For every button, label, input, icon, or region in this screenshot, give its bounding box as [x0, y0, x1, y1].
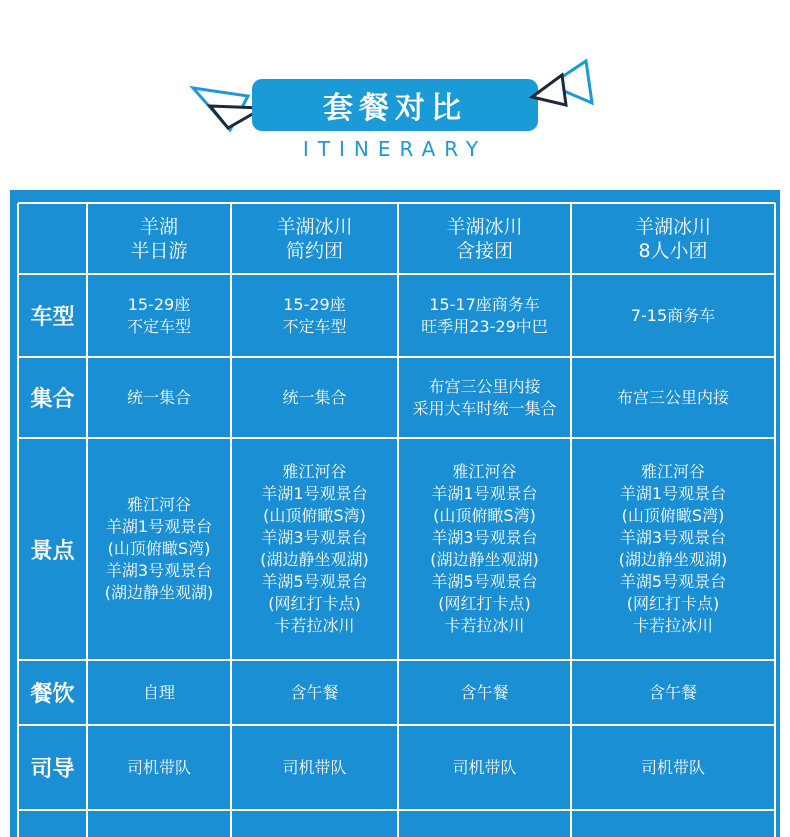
row-header [19, 726, 86, 809]
table-cell-text: 7-15商务车 [630, 305, 716, 325]
table-cell-text: 含午餐 [648, 682, 697, 702]
table-cell [88, 439, 230, 659]
column-header [88, 204, 230, 273]
table-cell-text: 雅江河谷 羊湖1号观景台 (山顶俯瞰S湾) 羊湖3号观景台 (湖边静坐观湖) 羊湖5号观景台 (网红打卡点) 卡若拉冰川 [430, 462, 539, 635]
table-cell-text: 司机带队 [282, 757, 347, 777]
table-cell-text: 自理 [142, 682, 175, 702]
table-cell-text: 含午餐 [290, 682, 339, 702]
row-header [19, 358, 86, 437]
table-cell [399, 661, 570, 724]
table-cell [572, 726, 774, 809]
row-header-text: 集合 [30, 387, 75, 412]
table-cell [572, 275, 774, 356]
comparison-table [10, 190, 780, 837]
column-header [232, 204, 397, 273]
table-cell-text: 15-29座 不定车型 [282, 294, 347, 336]
table-cell [399, 726, 570, 809]
table-cell [88, 275, 230, 356]
row-header-text: 景点 [30, 538, 75, 564]
table-cell-text: 15-29座 不定车型 [126, 294, 191, 336]
table-cell [572, 439, 774, 659]
table-cell [88, 358, 230, 437]
table-cell-text: 15-17座商务车 旺季用23-29中巴 [421, 294, 548, 336]
column-header-text: 羊湖 半日游 [130, 215, 188, 262]
page-subtitle: ITINERARY [302, 137, 488, 161]
table-cell [232, 726, 397, 809]
table-cell-text: 司机带队 [452, 757, 517, 777]
row-header [19, 661, 86, 724]
table-cell-text: 雅江河谷 羊湖1号观景台 (山顶俯瞰S湾) 羊湖3号观景台 (湖边静坐观湖) 羊湖5号观景台 (网红打卡点) 卡若拉冰川 [260, 462, 369, 635]
table-cell-text: 雅江河谷 羊湖1号观景台 (山顶俯瞰S湾) 羊湖3号观景台 (湖边静坐观湖) 羊湖5号观景台 (网红打卡点) 卡若拉冰川 [618, 462, 728, 635]
title-banner [252, 79, 538, 131]
row-header [19, 439, 86, 659]
column-header [572, 204, 774, 273]
table-cell [572, 661, 774, 724]
table-cell [232, 358, 397, 437]
table-cell [232, 275, 397, 356]
table-cell [232, 439, 397, 659]
table-cell [399, 275, 570, 356]
table-cell-text: 司机带队 [640, 757, 705, 777]
table-cell-text: 布宫三公里内接 采用大车时统一集合 [412, 376, 557, 418]
table-cell [88, 726, 230, 809]
table-cell [399, 358, 570, 437]
table-cell-text: 含午餐 [460, 682, 509, 702]
column-header [399, 204, 570, 273]
grid-line-horizontal [18, 809, 775, 811]
table-cell [399, 439, 570, 659]
table-cell-text: 布宫三公里内接 [616, 387, 729, 407]
table-cell [88, 661, 230, 724]
table-cell-text: 司机带队 [126, 757, 191, 777]
header [0, 0, 790, 190]
grid-line-vertical [774, 203, 776, 837]
table-cell [232, 661, 397, 724]
table-cell-text: 雅江河谷 羊湖1号观景台 (山顶俯瞰S湾) 羊湖3号观景台 (湖边静坐观湖) [104, 495, 214, 602]
column-header-text: 羊湖冰川 简约团 [276, 215, 353, 262]
table-cell-text: 统一集合 [282, 387, 347, 407]
paper-plane-icon [528, 55, 598, 110]
row-header-text: 车型 [30, 305, 75, 330]
page-title: 套餐对比 [323, 91, 467, 126]
row-header-text: 司导 [30, 757, 75, 782]
table-cell-text: 统一集合 [126, 387, 191, 407]
column-header-text: 羊湖冰川 8人小团 [634, 215, 711, 262]
column-header-text: 羊湖冰川 含接团 [446, 215, 523, 262]
table-cell [572, 358, 774, 437]
row-header-text: 餐饮 [30, 682, 75, 707]
row-header [19, 275, 86, 356]
